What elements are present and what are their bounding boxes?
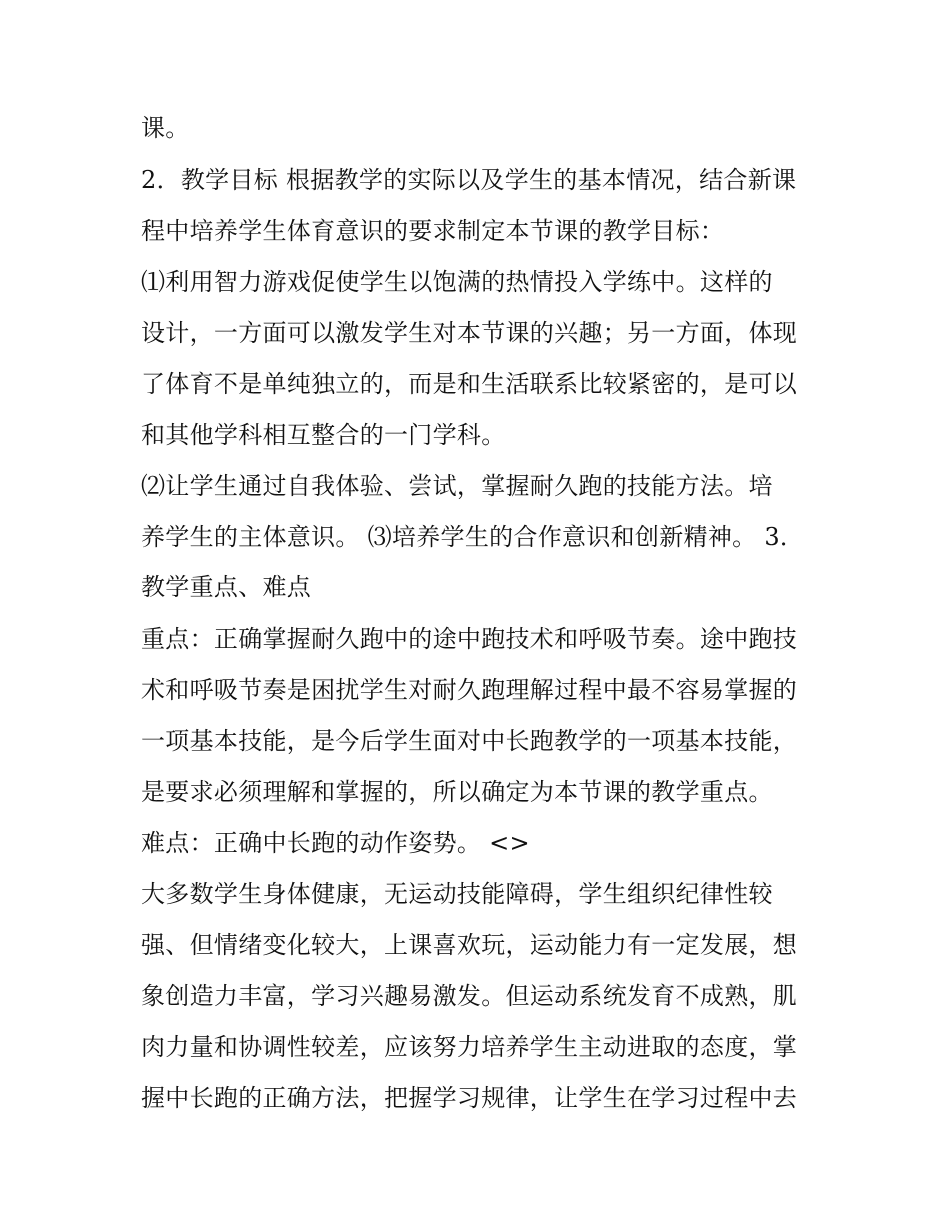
text-line: 象创造力丰富，学习兴趣易激发。但运动系统发育不成熟，肌	[141, 982, 798, 1010]
text-line: 强、但情绪变化较大，上课喜欢玩，运动能力有一定发展，想	[141, 931, 798, 959]
text-line: 课。	[141, 114, 190, 142]
text-line: 2．教学目标 根据教学的实际以及学生的基本情况，结合新课	[141, 166, 797, 194]
text-line: 教学重点、难点	[141, 573, 312, 601]
text-line: 和其他学科相互整合的一门学科。	[141, 421, 506, 449]
text-line: ⑴利用智力游戏促使学生以饱满的热情投入学练中。这样的	[141, 268, 773, 296]
text-line: 握中长跑的正确方法，把握学习规律，让学生在学习过程中去	[141, 1084, 798, 1112]
text-line: 了体育不是单纯独立的，而是和生活联系比较紧密的，是可以	[141, 370, 798, 398]
text-line: 程中培养学生体育意识的要求制定本节课的教学目标：	[141, 217, 725, 245]
text-line: ⑵让学生通过自我体验、尝试，掌握耐久跑的技能方法。培	[141, 472, 773, 500]
text-line: 肉力量和协调性较差，应该努力培养学生主动进取的态度，掌	[141, 1033, 798, 1061]
text-line: 养学生的主体意识。 ⑶培养学生的合作意识和创新精神。 3．	[141, 523, 805, 551]
text-line: 重点：正确掌握耐久跑中的途中跑技术和呼吸节奏。途中跑技	[141, 625, 798, 653]
text-line: 大多数学生身体健康，无运动技能障碍，学生组织纪律性较	[141, 880, 773, 908]
text-line: 一项基本技能，是今后学生面对中长跑教学的一项基本技能，	[141, 727, 798, 755]
text-line: 术和呼吸节奏是困扰学生对耐久跑理解过程中最不容易掌握的	[141, 676, 798, 704]
text-line: 设计，一方面可以激发学生对本节课的兴趣；另一方面，体现	[141, 319, 798, 347]
text-line: 难点：正确中长跑的动作姿势。 <>	[141, 829, 530, 857]
text-line: 是要求必须理解和掌握的，所以确定为本节课的教学重点。	[141, 778, 773, 806]
